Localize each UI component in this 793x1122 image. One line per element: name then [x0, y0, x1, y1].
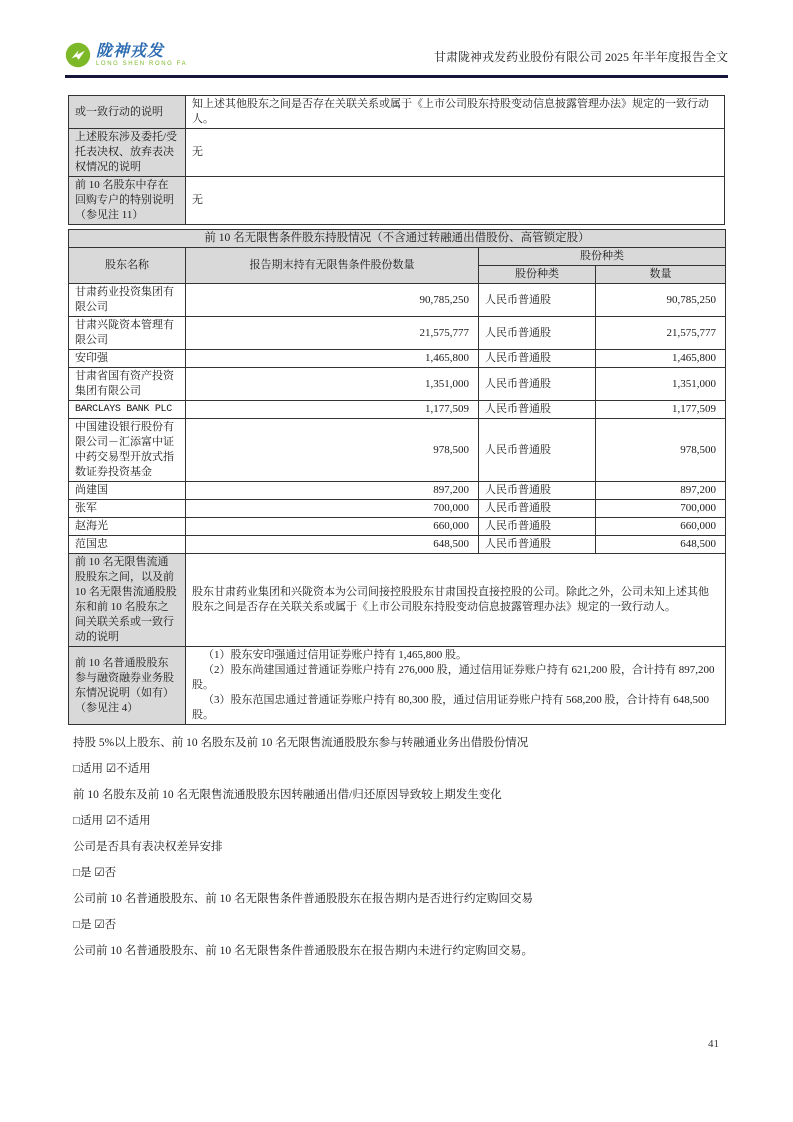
relationship-note-row: [69, 554, 726, 647]
share-quantity: 897,200: [596, 482, 726, 500]
row-label: 或一致行动的说明: [69, 96, 186, 129]
col-header-share-class: 股份种类: [479, 266, 596, 284]
repurchase-statement: 公司前 10 名普通股股东、前 10 名无限售条件普通股股东在报告期内是否进行约定购回交易: [73, 893, 533, 905]
share-class: 人民币普通股: [479, 536, 596, 554]
share-class: 人民币普通股: [479, 350, 596, 368]
share-quantity: 90,785,250: [596, 284, 726, 317]
shareholder-row: [69, 317, 726, 350]
change-checkboxes: □适用 ☑不适用: [73, 815, 151, 827]
brand-name-cn: 陇神戎发: [96, 43, 165, 60]
shareholder-row: [69, 518, 726, 536]
shareholder-name: 张军: [69, 500, 186, 518]
shares-held: 1,351,000: [186, 368, 479, 401]
shareholder-row: [69, 419, 726, 482]
page-header: [65, 42, 728, 78]
shareholder-name: 尚建国: [69, 482, 186, 500]
shareholder-row: [69, 536, 726, 554]
share-quantity: 700,000: [596, 500, 726, 518]
page-content: [68, 95, 725, 970]
shares-held: 660,000: [186, 518, 479, 536]
lending-statement: 持股 5%以上股东、前 10 名股东及前 10 名无限售流通股股东参与转融通业务出借股份情况: [73, 737, 529, 749]
shareholder-row: [69, 350, 726, 368]
col-header-shares: 报告期末持有无限售条件股份数量: [186, 248, 479, 284]
brand-name-en: LONG SHEN RONG FA: [96, 61, 188, 67]
share-class: 人民币普通股: [479, 368, 596, 401]
top10-unrestricted-shareholders-table: [68, 229, 726, 725]
row-value: 无: [186, 129, 725, 177]
shareholder-name: 中国建设银行股份有限公司－汇添富中证中药交易型开放式指数证券投资基金: [69, 419, 186, 482]
shareholder-name: 甘肃省国有资产投资集团有限公司: [69, 368, 186, 401]
voting-rights-statement: 公司是否具有表决权差异安排: [73, 841, 223, 853]
share-quantity: 1,177,509: [596, 401, 726, 419]
shareholder-name: 赵海光: [69, 518, 186, 536]
row-label: 上述股东涉及委托/受托表决权、放弃表决权情况的说明: [69, 129, 186, 177]
margin-note-line: （3）股东范国忠通过普通证券账户持有 80,300 股，通过信用证券账户持有 568,200 股，合计持有 648,500 股。: [192, 694, 709, 721]
voting-rights-checkboxes: □是 ☑否: [73, 867, 117, 879]
section-header-row: [69, 230, 726, 248]
table-row: [69, 129, 725, 177]
section-title: 前 10 名无限售条件股东持股情况（不含通过转融通出借股份、高管锁定股）: [69, 230, 726, 248]
share-quantity: 648,500: [596, 536, 726, 554]
shareholder-row: [69, 284, 726, 317]
shares-held: 90,785,250: [186, 284, 479, 317]
shareholder-row: [69, 482, 726, 500]
shareholder-row: [69, 401, 726, 419]
shareholder-row: [69, 368, 726, 401]
share-class: 人民币普通股: [479, 317, 596, 350]
share-class: 人民币普通股: [479, 284, 596, 317]
share-class: 人民币普通股: [479, 401, 596, 419]
share-quantity: 978,500: [596, 419, 726, 482]
row-label: 前 10 名股东中存在回购专户的特别说明（参见注 11）: [69, 177, 186, 225]
shareholder-name: 甘肃兴陇资本管理有限公司: [69, 317, 186, 350]
share-quantity: 21,575,777: [596, 317, 726, 350]
table-row: [69, 177, 725, 225]
row-value: 知上述其他股东之间是否存在关联关系或属于《上市公司股东持股变动信息披露管理办法》规定的一致行动人。: [186, 96, 725, 129]
page-number: 41: [708, 1038, 719, 1050]
shares-held: 1,465,800: [186, 350, 479, 368]
logo-text: [96, 43, 187, 67]
shareholder-row: [69, 500, 726, 518]
shareholder-name: 甘肃药业投资集团有限公司: [69, 284, 186, 317]
row-value: [186, 647, 726, 725]
table-row: [69, 96, 725, 129]
report-title: 甘肃陇神戎发药业股份有限公司 2025 年半年度报告全文: [433, 50, 728, 64]
share-quantity: 1,465,800: [596, 350, 726, 368]
shareholder-name: BARCLAYS BANK PLC: [69, 401, 186, 419]
repurchase-note: 公司前 10 名普通股股东、前 10 名无限售条件普通股股东在报告期内未进行约定购回交易。: [73, 945, 533, 957]
margin-note-line: （2）股东尚建国通过普通证券账户持有 276,000 股，通过信用证券账户持有 621,200 股，合计持有 897,200 股。: [192, 664, 715, 691]
change-statement: 前 10 名股东及前 10 名无限售流通股股东因转融通出借/归还原因导致较上期发生变化: [73, 789, 502, 801]
col-header-name: 股东名称: [69, 248, 186, 284]
row-value: 股东甘肃药业集团和兴陇资本为公司间接控股股东甘肃国投直接控股的公司。除此之外，公司未知上述其他股东之间是否存在关联关系或属于《上市公司股东持股变动信息披露管理办法》规定的一致行动人。: [186, 554, 726, 647]
share-class: 人民币普通股: [479, 518, 596, 536]
lending-checkboxes: □适用 ☑不适用: [73, 763, 151, 775]
shares-held: 897,200: [186, 482, 479, 500]
margin-note-line: （1）股东安印强通过信用证券账户持有 1,465,800 股。: [203, 649, 467, 661]
shareholder-name: 安印强: [69, 350, 186, 368]
row-label: 前 10 名无限售流通股股东之间，以及前 10 名无限售流通股股东和前 10 名股东之间关联关系或一致行动的说明: [69, 554, 186, 647]
col-header-quantity: 数量: [596, 266, 726, 284]
shares-held: 1,177,509: [186, 401, 479, 419]
shares-held: 978,500: [186, 419, 479, 482]
share-class: 人民币普通股: [479, 482, 596, 500]
statements-section: [68, 736, 725, 959]
shares-held: 700,000: [186, 500, 479, 518]
share-class: 人民币普通股: [479, 419, 596, 482]
shares-held: 648,500: [186, 536, 479, 554]
company-logo: [65, 42, 187, 68]
shareholder-name: 范国忠: [69, 536, 186, 554]
repurchase-checkboxes: □是 ☑否: [73, 919, 117, 931]
share-class: 人民币普通股: [479, 500, 596, 518]
shares-held: 21,575,777: [186, 317, 479, 350]
row-value: 无: [186, 177, 725, 225]
col-header-share-class-group: 股份种类: [479, 248, 726, 266]
shareholder-notes-table: [68, 95, 725, 225]
logo-bird-icon: [65, 42, 91, 68]
share-quantity: 660,000: [596, 518, 726, 536]
row-label: 前 10 名普通股股东参与融资融券业务股东情况说明（如有）（参见注 4）: [69, 647, 186, 725]
share-quantity: 1,351,000: [596, 368, 726, 401]
column-header-row: [69, 248, 726, 266]
margin-note-row: [69, 647, 726, 725]
